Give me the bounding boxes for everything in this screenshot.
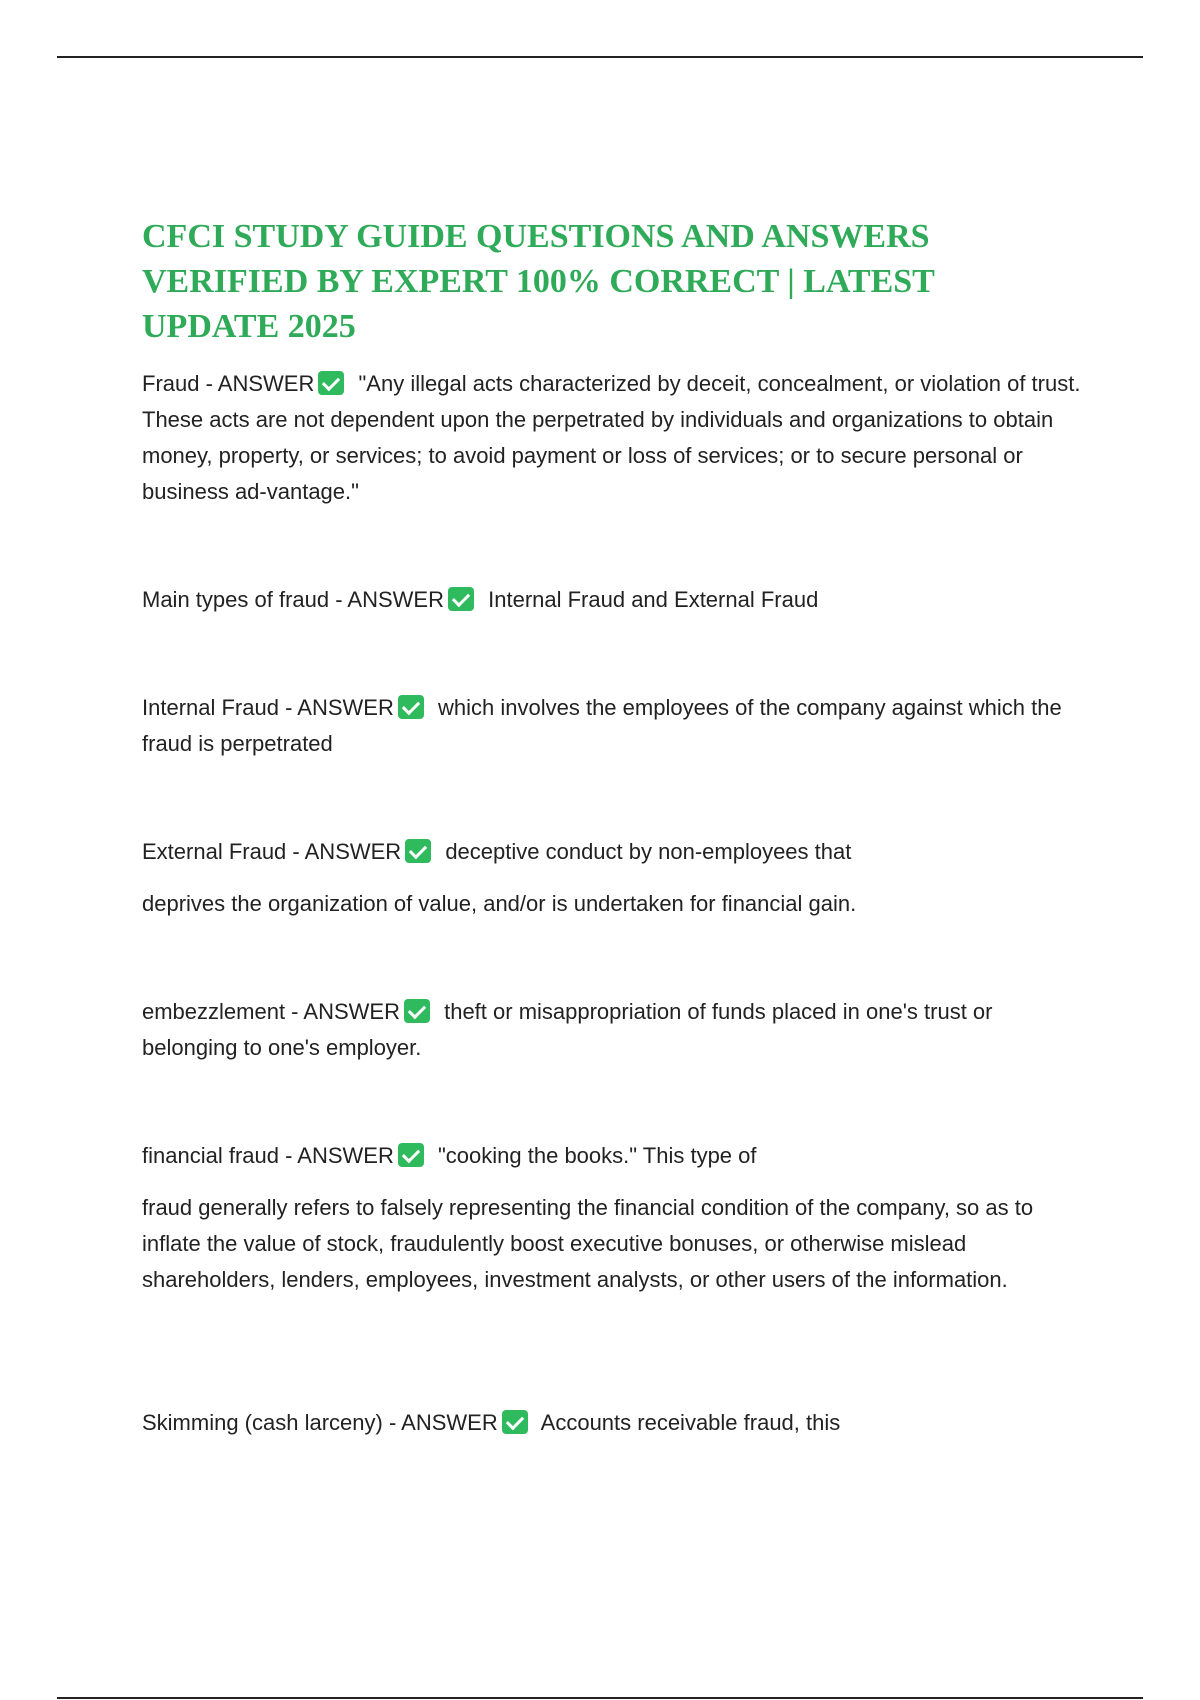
entry-term: financial fraud - ANSWER — [142, 1143, 394, 1168]
entry-term: External Fraud - ANSWER — [142, 839, 402, 864]
entry-answer: Accounts receivable fraud, this — [540, 1410, 841, 1435]
entry-embezzlement — [142, 994, 1082, 1066]
entry-answer: "cooking the books." This type of — [438, 1143, 757, 1168]
entry-term: embezzlement - ANSWER — [142, 999, 400, 1024]
entry-external-fraud — [142, 834, 1082, 922]
entry-answer: deceptive conduct by non-employees that — [445, 839, 852, 864]
entry-financial-fraud — [142, 1138, 1082, 1298]
check-icon — [405, 839, 431, 863]
entry-term: Fraud - ANSWER — [142, 371, 315, 396]
check-icon — [318, 371, 344, 395]
entry-answer: Internal Fraud and External Fraud — [488, 587, 819, 612]
document-title: CFCI STUDY GUIDE QUESTIONS AND ANSWERS VERIFIED BY EXPERT 100% CORRECT | LATEST UPDATE 2025 — [142, 218, 935, 345]
entry-internal-fraud — [142, 690, 1082, 762]
entry-continuation: deprives the organization of value, and/or is undertaken for financial gain. — [142, 891, 857, 916]
check-icon — [398, 1143, 424, 1167]
entry-answer: "Any illegal acts characterized by deceit, concealment, or violation of trust. These acts are not dependent upon the perpetrated by individuals and organizations to obtain money, property, or services; to avoid payment or loss of services; or to secure personal or business ad-vantage." — [142, 371, 1081, 504]
header-rule — [57, 56, 1143, 58]
entry-term: Main types of fraud - ANSWER — [142, 587, 444, 612]
entry-main-types-of-fraud — [142, 582, 1082, 618]
entry-skimming — [142, 1405, 1082, 1441]
entry-continuation: fraud generally refers to falsely representing the financial condition of the company, so as to inflate the value of stock, fraudulently boost executive bonuses, or otherwise mislead shareholders, lenders, employees, investment analysts, or other users of the information. — [142, 1195, 1034, 1292]
check-icon — [404, 999, 430, 1023]
entry-term: Internal Fraud - ANSWER — [142, 695, 394, 720]
check-icon — [398, 695, 424, 719]
entry-fraud — [142, 366, 1082, 510]
footer-rule — [57, 1697, 1143, 1699]
entry-answer: which involves the employees of the company against which the fraud is perpetrated — [142, 695, 1062, 756]
entry-answer: theft or misappropriation of funds placed in one's trust or belonging to one's employer. — [142, 999, 993, 1060]
check-icon — [448, 587, 474, 611]
entry-term: Skimming (cash larceny) - ANSWER — [142, 1410, 498, 1435]
check-icon — [502, 1410, 528, 1434]
